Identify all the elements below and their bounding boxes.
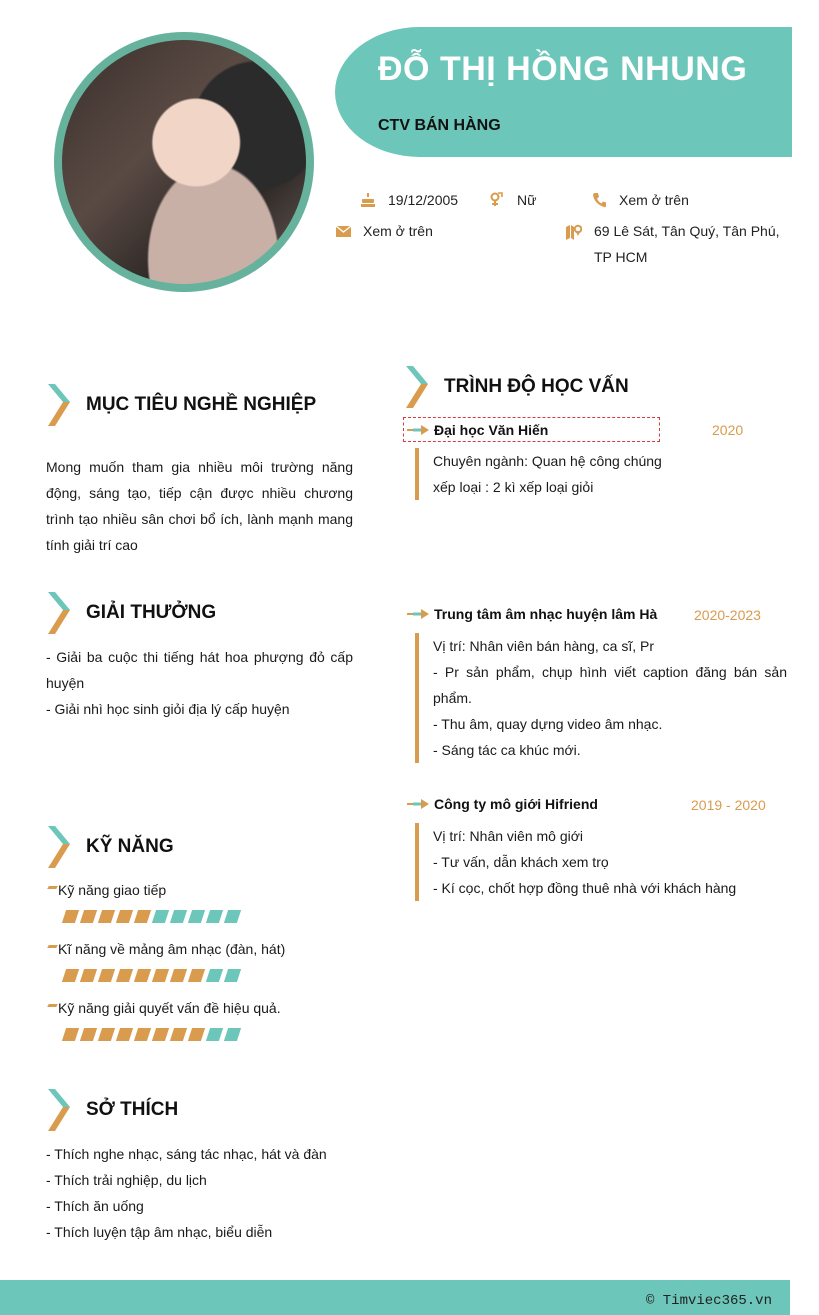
email-value: Xem ở trên — [363, 223, 433, 239]
map-pin-icon — [566, 224, 582, 240]
education-details — [415, 448, 733, 500]
chevron-section-icon — [46, 592, 72, 634]
skill-bullet-icon — [47, 945, 58, 948]
education-line: xếp loại : 2 kì xếp loại giỏi — [433, 479, 594, 495]
skill-item — [48, 882, 239, 923]
awards-heading — [46, 592, 216, 634]
skill-label: Kỹ năng giao tiếp — [58, 882, 167, 898]
awards-title: GIẢI THƯỞNG — [86, 602, 217, 623]
email-row — [336, 223, 433, 239]
avatar-photo — [62, 40, 306, 284]
gender-icon — [489, 192, 503, 208]
header-band — [335, 27, 792, 157]
experience-line: Vị trí: Nhân viên bán hàng, ca sĩ, Pr — [433, 638, 655, 654]
arrow-bullet-icon — [407, 425, 429, 435]
experience-date: 2020-2023 — [694, 607, 761, 623]
education-title: TRÌNH ĐỘ HỌC VẤN — [444, 376, 629, 397]
footer-copyright: © Timviec365.vn — [645, 1293, 772, 1309]
envelope-icon — [336, 226, 351, 237]
education-date: 2020 — [712, 422, 744, 438]
arrow-bullet-icon — [407, 609, 429, 619]
hobby-item: - Thích ăn uống — [46, 1198, 144, 1214]
experience-line: - Pr sản phẩm, chụp hình viết caption đăng bán sản phẩm. — [433, 664, 787, 706]
objective-title: MỤC TIÊU NGHỀ NGHIỆP — [86, 394, 317, 415]
birthday-row — [360, 192, 458, 208]
phone-icon — [592, 192, 607, 208]
experience-line: - Kí cọc, chốt hợp đồng thuê nhà với khách hàng — [433, 880, 737, 896]
awards-list — [46, 644, 353, 722]
experience-line: - Sáng tác ca khúc mới. — [433, 742, 581, 758]
hobby-item: - Thích nghe nhạc, sáng tác nhạc, hát và đàn — [46, 1146, 327, 1162]
education-school: Đại học Văn Hiến — [434, 421, 549, 438]
objective-text: Mong muốn tham gia nhiều môi trường năng động, sáng tạo, tiếp cận được nhiều chương trình tạo nhiều sân chơi bổ ích, lành mạnh mang tính giải trí cao — [46, 459, 353, 553]
phone-value: Xem ở trên — [619, 192, 689, 208]
skills-title: KỸ NĂNG — [86, 836, 174, 857]
address-line-2: TP HCM — [594, 249, 648, 265]
skill-item — [48, 1000, 281, 1041]
skill-item — [48, 941, 285, 982]
experience-date: 2019 - 2020 — [691, 797, 766, 813]
address-row — [566, 223, 780, 270]
skill-label: Kỹ năng giải quyết vấn đề hiệu quả. — [58, 1000, 281, 1016]
gender-row — [489, 192, 536, 208]
experience-details — [415, 823, 787, 901]
skill-bullet-icon — [47, 886, 58, 889]
hobbies-list — [46, 1141, 366, 1245]
chevron-section-icon — [404, 366, 430, 408]
education-heading — [404, 366, 629, 408]
hobby-item: - Thích luyện tập âm nhạc, biểu diễn — [46, 1224, 273, 1240]
experience-company: Trung tâm âm nhạc huyện lâm Hà — [434, 606, 658, 622]
skill-rating-bar — [64, 969, 285, 982]
education-line: Chuyên ngành: Quan hệ công chúng — [433, 453, 662, 469]
experience-item-header — [407, 796, 598, 812]
hobbies-title: SỞ THÍCH — [86, 1099, 179, 1120]
experience-line: - Thu âm, quay dựng video âm nhạc. — [433, 716, 663, 732]
chevron-section-icon — [46, 1089, 72, 1131]
gender-value: Nữ — [517, 192, 537, 208]
birthday-cake-icon — [360, 192, 376, 208]
experience-line: - Tư vấn, dẫn khách xem trọ — [433, 854, 609, 870]
skill-rating-bar — [64, 910, 239, 923]
objective-heading — [46, 384, 316, 426]
education-item-header[interactable] — [404, 418, 659, 441]
candidate-position: CTV BÁN HÀNG — [378, 117, 501, 134]
experience-line: Vị trí: Nhân viên mô giới — [433, 828, 584, 844]
skill-rating-bar — [64, 1028, 281, 1041]
experience-details — [415, 633, 787, 763]
candidate-name: ĐỖ THỊ HỒNG NHUNG — [378, 50, 748, 88]
award-item: - Giải ba cuộc thi tiếng hát hoa phượng đỏ cấp huyện — [46, 649, 353, 691]
skill-bullet-icon — [47, 1004, 58, 1007]
award-item: - Giải nhì học sinh giỏi địa lý cấp huyện — [46, 701, 290, 717]
experience-company: Công ty mô giới Hifriend — [434, 796, 598, 812]
experience-item-header — [407, 606, 657, 622]
skills-heading — [46, 826, 174, 868]
avatar — [54, 32, 314, 292]
arrow-bullet-icon — [407, 799, 429, 809]
address-line-1: 69 Lê Sát, Tân Quý, Tân Phú, — [594, 223, 780, 239]
skill-label: Kĩ năng về mảng âm nhạc (đàn, hát) — [58, 941, 286, 957]
hobby-item: - Thích trải nghiệp, du lịch — [46, 1172, 207, 1188]
chevron-section-icon — [46, 384, 72, 426]
phone-row — [592, 192, 689, 208]
hobbies-heading — [46, 1089, 178, 1131]
birthday-value: 19/12/2005 — [388, 192, 459, 208]
chevron-section-icon — [46, 826, 72, 868]
